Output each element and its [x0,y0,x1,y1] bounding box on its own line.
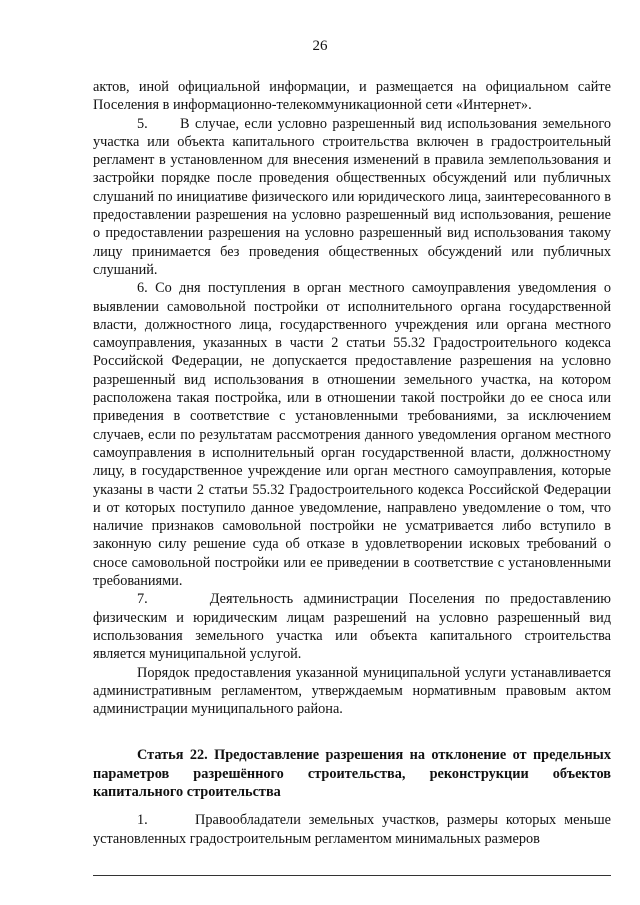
paragraph-continuation: актов, иной официальной информации, и размещается на официальном сайте Поселения в информационно-телекоммуникационной сети «Интернет». [93,79,611,114]
paragraph-item-7: 7. Деятельность администрации Поселения по предоставлению физическим и юридическим лицам разрешений на условно разрешенный вид использования земельного участка или объекта капитального строительства является муниципальной услугой. [93,591,611,663]
document-body [93,78,611,848]
paragraph-item-1: 1. Правообладатели земельных участков, размеры которых меньше установленных градостроительным регламентом минимальных размеров [93,812,611,847]
paragraph-item-5: 5. В случае, если условно разрешенный вид использования земельного участка или объекта капитального строительства включен в градостроительный регламент в установленном для внесения изменений в правила землепользования и застройки порядке после проведения общественных обсуждений или публичных слушаний по инициативе физического или юридического лица, заинтересованного в предоставлении разрешения на условно разрешенный вид использования, решение о предоставлении разрешения на условно разрешенный вид использования такому лицу принимается без проведения общественных обсуждений или публичных слушаний. [93,115,611,278]
paragraph-item-6: 6. Со дня поступления в орган местного самоуправления уведомления о выявлении самовольной постройки от исполнительного органа государственной власти, должностного лица, государственного учреждения или органа местного самоуправления, указанных в части 2 статьи 55.32 Градостроительного кодекса Российской Федерации, не допускается предоставление разрешения на условно разрешенный вид использования в отношении земельного участка, на котором расположена такая постройка, или в отношении такой постройки до ее сноса или приведения в соответствие с установленными требованиями, за исключением случаев, если по результатам рассмотрения данного уведомления органом местного самоуправления в исполнительный орган государственной власти, должностному лицу, в государственное учреждение или орган местного самоуправления, которые указаны в части 2 статьи 55.32 Градостроительного кодекса Российской Федерации и от которых поступило данное уведомление, направлено уведомление о том, что наличие признаков самовольной постройки не усматривается либо вступило в законную силу решение суда об отказе в удовлетворении исковых требований о сносе самовольной постройки или ее приведении в соответствие с установленными требованиями. [93,280,611,590]
page-number: 26 [312,38,328,54]
article-heading: Статья 22. Предоставление разрешения на отклонение от предельных параметров разрешённого строительства, реконструкции объектов капитального строительства [93,747,611,800]
footer-divider [93,875,611,876]
paragraph-procedure: Порядок предоставления указанной муниципальной услуги устанавливается административным регламентом, утверждаемым нормативным правовым актом администрации муниципального района. [93,664,611,718]
